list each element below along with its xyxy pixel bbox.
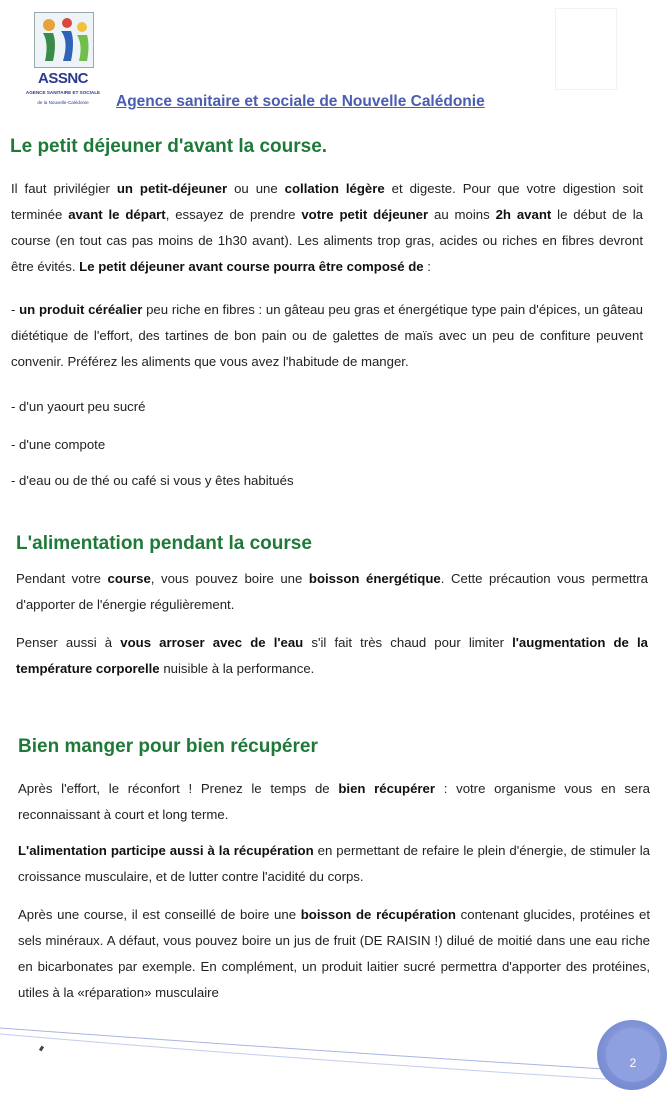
page-number-badge-inner [606, 1028, 660, 1082]
text-run: peu riche en fibres : un gâteau peu gras et énergétique type pain d'épices, un gâteau diététique de l'effort, des tartines de bon pain ou de galettes de maïs avec un peu de confiture peuvent convenir. Préférez les aliments que vous avez l'habitude de manger. [11, 302, 643, 369]
bold-run: un petit-déjeuner [116, 181, 228, 196]
text-run: le début de la course (en tout cas pas moins de 1h30 avant). Les aliments trop gras, acides ou riches en fibres devront être évités. [11, 207, 643, 274]
bold-run: boisson énergétique [308, 571, 441, 586]
section-title-recovery: Bien manger pour bien récupérer [18, 736, 318, 757]
page-number: 2 [629, 1056, 637, 1070]
bold-run: bien récupérer [338, 781, 436, 796]
list-item-yogurt: - d'un yaourt peu sucré [11, 399, 146, 414]
bleed-through-logo [555, 8, 617, 90]
paragraph-energy-drink [16, 566, 648, 618]
list-item-drink: - d'eau ou de thé ou café si vous y êtes habitués [11, 473, 294, 488]
bold-run: L'alimentation participe aussi à la récupération [18, 843, 314, 858]
bold-run: l'augmentation de la température corporelle [16, 635, 649, 676]
bold-run: course [107, 571, 151, 586]
paragraph-recovery-role [18, 838, 650, 890]
footer-curve [0, 1010, 672, 1104]
list-item-cereal [11, 297, 643, 375]
text-run: nuisible à la performance. [159, 661, 315, 676]
bold-run: un produit céréalier [19, 302, 143, 317]
paragraph-recovery-intro [18, 776, 650, 828]
text-run: Penser aussi à [16, 635, 121, 650]
paragraph-water-cooling [16, 630, 648, 682]
figures-icon [35, 13, 93, 67]
text-run: , vous pouvez boire une [150, 571, 309, 586]
text-run: et digeste. Pour que votre digestion soit terminée [11, 181, 644, 222]
bold-run: boisson de récupération [300, 907, 456, 922]
logo-emblem [34, 12, 94, 68]
bold-run: collation légère [284, 181, 385, 196]
paragraph-recovery-drink [18, 902, 650, 1006]
text-run: . Cette précaution vous permettra d'apporter de l'énergie régulièrement. [16, 571, 649, 612]
section-title-during-race: L'alimentation pendant la course [16, 533, 312, 554]
text-run: s'il fait très chaud pour limiter [303, 635, 513, 650]
text-run: Après l'effort, le réconfort ! Prenez le temps de [18, 781, 339, 796]
text-run: Il faut privilégier [11, 181, 117, 196]
bold-run: 2h avant [495, 207, 552, 222]
agency-title: Agence sanitaire et sociale de Nouvelle Calédonie [116, 93, 485, 110]
logo-subtitle-2: de la Nouvelle-Calédonie [37, 100, 89, 105]
bold-run: avant le départ [68, 207, 166, 222]
assnc-logo [25, 8, 101, 108]
text-run: Après une course, il est conseillé de boire une [18, 907, 301, 922]
text-run: contenant glucides, protéines et sels minéraux. A défaut, vous pouvez boire un jus de fruit (DE RAISIN !) dilué de moitié dans une eau riche en bicarbonates par exemple. En complément, un produit laitier sucré permettra d'apporter des protéines, utiles à la «réparation» musculaire [18, 907, 651, 1000]
text-run: : votre organisme vous en sera reconnaissant à court et long terme. [18, 781, 650, 822]
list-item-compote: - d'une compote [11, 437, 106, 452]
section-title-breakfast: Le petit déjeuner d'avant la course. [10, 136, 328, 157]
text-run: ou une [227, 181, 285, 196]
paragraph-breakfast-intro [11, 176, 643, 280]
bold-run: vous arroser avec de l'eau [120, 635, 304, 650]
text-run: au moins [428, 207, 496, 222]
text-run: : [423, 259, 431, 274]
bold-run: Le petit déjeuner avant course pourra être composé de [79, 259, 424, 274]
text-run: - [11, 302, 20, 317]
logo-subtitle: AGENCE SANITAIRE ET SOCIALE [25, 90, 101, 95]
text-run: , essayez de prendre [165, 207, 302, 222]
logo-wordmark: ASSNC [37, 70, 88, 87]
text-run: Pendant votre [16, 571, 108, 586]
text-run: en permettant de refaire le plein d'énergie, de stimuler la croissance musculaire, et de lutter contre l'acidité du corps. [18, 843, 650, 884]
bold-run: votre petit déjeuner [301, 207, 429, 222]
